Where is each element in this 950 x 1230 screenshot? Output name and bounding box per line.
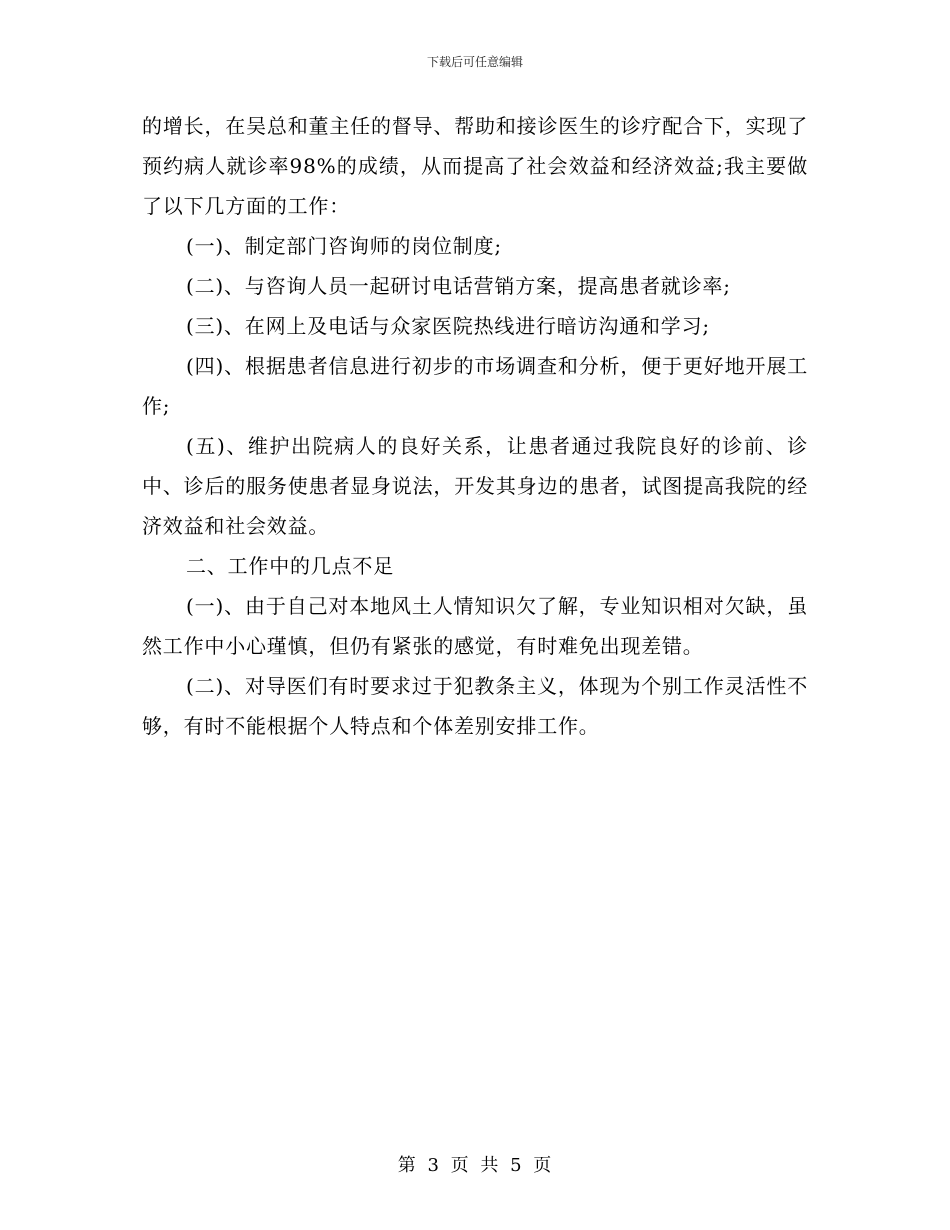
paragraph-item-5: (五)、维护出院病人的良好关系，让患者通过我院良好的诊前、诊中、诊后的服务使患者显身说法，开发其身边的患者，试图提高我院的经济效益和社会效益。	[142, 434, 808, 538]
paragraph-item-2: (二)、与咨询人员一起研讨电话营销方案，提高患者就诊率;	[186, 274, 731, 298]
header-note: 下载后可任意编辑	[426, 55, 523, 69]
paragraph: 的增长，在吴总和董主任的督导、帮助和接诊医生的诊疗配合下，实现了预约病人就诊率98%的成绩，从而提高了社会效益和经济效益;我主要做了以下几方面的工作：	[142, 114, 808, 218]
paragraph-item-3: (三)、在网上及电话与众家医院热线进行暗访沟通和学习;	[186, 314, 710, 338]
paragraph-item-1: (一)、制定部门咨询师的岗位制度;	[186, 234, 502, 258]
section-heading: 二、工作中的几点不足	[186, 554, 394, 578]
paragraph-shortcoming-1: (一)、由于自己对本地风土人情知识欠了解，专业知识相对欠缺，虽然工作中小心瑾慎，但仍有紧张的感觉，有时难免出现差错。	[142, 594, 808, 658]
paragraph-shortcoming-2: (二)、对导医们有时要求过于犯教条主义，体现为个别工作灵活性不够，有时不能根据个人特点和个体差别安排工作。	[142, 674, 808, 738]
page-footer: 第 3 页 共 5 页	[397, 1155, 553, 1176]
paragraph-item-4: (四)、根据患者信息进行初步的市场调查和分析，便于更好地开展工作;	[142, 354, 808, 418]
document-body	[142, 106, 808, 746]
